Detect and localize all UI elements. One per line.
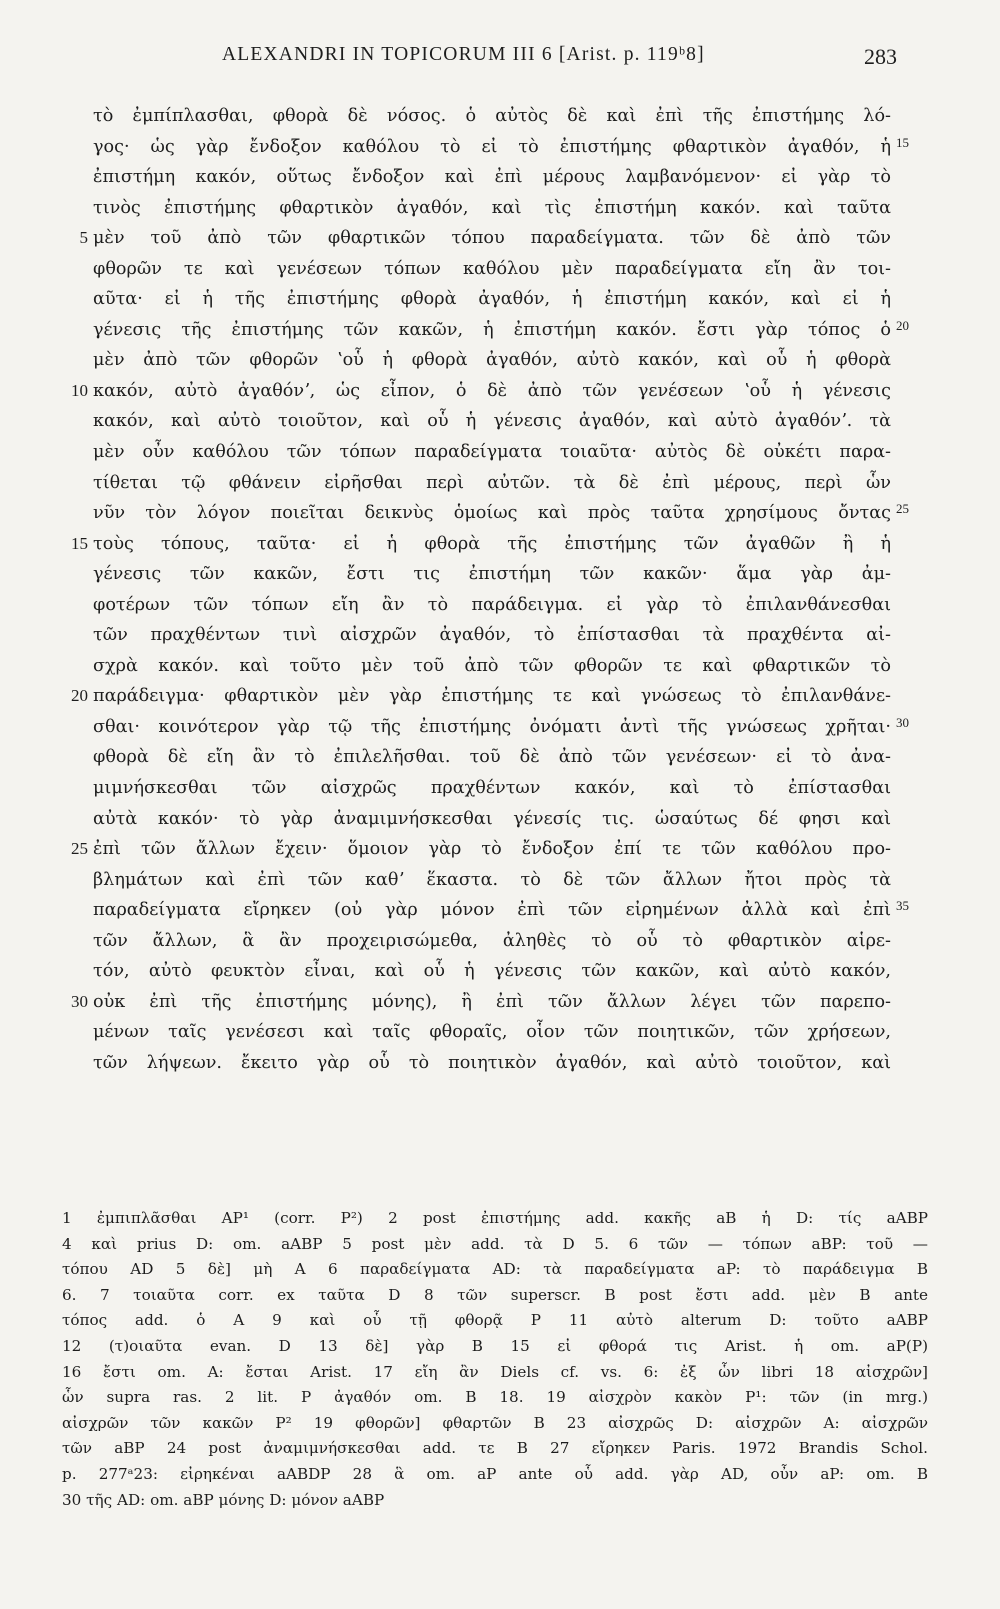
line-text: κακόν, αὐτὸ ἀγαθόνʼ, ὡς εἶπον, ὁ δὲ ἀπὸ τῶν γενέσεων ʽοὗ ἡ γένεσις	[93, 380, 891, 401]
reference-line-number: 25	[896, 501, 909, 517]
text-line	[0, 559, 1000, 590]
page-number: 283	[864, 44, 897, 69]
text-line	[0, 590, 1000, 621]
apparatus-line	[0, 1308, 1000, 1334]
text-line	[0, 742, 1000, 773]
text-line	[0, 804, 1000, 835]
text-line	[0, 926, 1000, 957]
apparatus-text: τόπος add. ὁ A 9 καὶ οὗ τῇ φθορᾷ P 11 αὐτὸ alterum D: τοῦτο aABP	[62, 1311, 928, 1330]
line-text: αῦτα· εἰ ἡ τῆς ἐπιστήμης φθορὰ ἀγαθόν, ἡ ἐπιστήμη κακόν, καὶ εἰ ἡ	[93, 289, 891, 310]
apparatus-line	[0, 1411, 1000, 1437]
line-text: αὐτὰ κακόν· τὸ γὰρ ἀναμιμνήσκεσθαι γένεσίς τις. ὡσαύτως δέ φησι καὶ	[93, 808, 891, 829]
text-line	[0, 956, 1000, 987]
apparatus-line	[0, 1488, 1000, 1514]
line-text: φθορὰ δὲ εἴη ἂν τὸ ἐπιλελῆσθαι. τοῦ δὲ ἀπὸ τῶν γενέσεων· εἰ τὸ ἀνα-	[93, 747, 891, 768]
text-line	[0, 865, 1000, 896]
text-line	[0, 1017, 1000, 1048]
reference-line-number: 35	[896, 898, 909, 914]
running-head: ALEXANDRI IN TOPICORUM III 6 [Arist. p. 119ᵇ8]	[222, 44, 705, 65]
line-text: βλημάτων καὶ ἐπὶ τῶν καθʼ ἕκαστα. τὸ δὲ τῶν ἄλλων ἤτοι πρὸς τὰ	[93, 869, 891, 890]
text-line	[0, 529, 1000, 560]
text-line	[0, 498, 1000, 529]
apparatus-text: 16 ἔστι om. A: ἔσται Arist. 17 εἴη ἂν Diels cf. vs. 6: ἐξ ὧν libri 18 αἰσχρῶν]	[62, 1362, 928, 1381]
line-text: κακόν, καὶ αὐτὸ τοιοῦτον, καὶ οὗ ἡ γένεσις ἀγαθόν, καὶ αὐτὸ ἀγαθόνʼ. τὰ	[93, 411, 891, 432]
apparatus-text: 4 καὶ prius D: om. aABP 5 post μὲν add. τὰ D 5. 6 τῶν — τόπων aBP: τοῦ —	[62, 1234, 928, 1253]
apparatus-line	[0, 1206, 1000, 1232]
page-header	[0, 44, 1000, 74]
line-text: νῦν τὸν λόγον ποιεῖται δεικνὺς ὁμοίως καὶ πρὸς ταῦτα χρησίμους ὄντας	[93, 503, 891, 524]
line-text: τῶν ἄλλων, ἃ ἂν προχειρισώμεθα, ἀληθὲς τὸ οὗ τὸ φθαρτικὸν αἱρε-	[93, 930, 891, 951]
text-line	[0, 834, 1000, 865]
text-line	[0, 437, 1000, 468]
apparatus-text: ὧν supra ras. 2 lit. P ἀγαθόν om. B 18. 19 αἰσχρὸν κακὸν P¹: τῶν (in mrg.)	[62, 1388, 928, 1407]
line-text: παραδείγματα εἴρηκεν (οὐ γὰρ μόνον ἐπὶ τῶν εἰρημένων ἀλλὰ καὶ ἐπὶ	[93, 900, 891, 921]
text-line	[0, 162, 1000, 193]
apparatus-line	[0, 1232, 1000, 1258]
line-number: 25	[71, 839, 88, 859]
text-line	[0, 284, 1000, 315]
line-number: 5	[79, 228, 88, 248]
line-text: τόν, αὐτὸ φευκτὸν εἶναι, καὶ οὗ ἡ γένεσις τῶν κακῶν, καὶ αὐτὸ κακόν,	[93, 961, 891, 982]
line-text: μὲν τοῦ ἀπὸ τῶν φθαρτικῶν τόπου παραδείγματα. τῶν δὲ ἀπὸ τῶν	[93, 228, 891, 249]
text-line	[0, 132, 1000, 163]
line-text: γένεσις τῆς ἐπιστήμης τῶν κακῶν, ἡ ἐπιστήμη κακόν. ἔστι γὰρ τόπος ὁ	[93, 319, 891, 340]
text-line	[0, 987, 1000, 1018]
line-text: φοτέρων τῶν τόπων εἴη ἂν τὸ παράδειγμα. εἰ γὰρ τὸ ἐπιλανθάνεσθαι	[93, 594, 891, 615]
apparatus-text: p. 277ᵃ23: εἰρηκέναι aABDP 28 ἃ om. aP ante οὗ add. γὰρ AD, οὖν aP: om. B	[62, 1464, 928, 1483]
reference-line-number: 30	[896, 714, 909, 730]
text-line	[0, 101, 1000, 132]
line-text: μὲν οὖν καθόλου τῶν τόπων παραδείγματα τοιαῦτα· αὐτὸς δὲ οὐκέτι παρα-	[93, 442, 891, 463]
line-text: μὲν ἀπὸ τῶν φθορῶν ʽοὗ ἡ φθορὰ ἀγαθόν, αὐτὸ κακόν, καὶ οὗ ἡ φθορὰ	[93, 350, 891, 371]
apparatus-text: τόπου AD 5 δὲ] μὴ A 6 παραδείγματα AD: τὰ παραδείγματα aP: τὸ παράδειγμα B	[62, 1260, 928, 1279]
critical-apparatus	[0, 1206, 1000, 1513]
apparatus-text: 12 (τ)οιαῦτα evan. D 13 δὲ] γὰρ B 15 εἰ φθορά τις Arist. ἡ om. aP(P)	[62, 1336, 928, 1355]
line-text: γένεσις τῶν κακῶν, ἔστι τις ἐπιστήμη τῶν κακῶν· ἅμα γὰρ ἀμ-	[93, 564, 891, 585]
text-line	[0, 773, 1000, 804]
line-number: 10	[71, 380, 88, 400]
line-text: φθορῶν τε καὶ γενέσεων τόπων καθόλου μὲν παραδείγματα εἴη ἂν τοι-	[93, 258, 891, 279]
line-text: μιμνήσκεσθαι τῶν αἰσχρῶς πραχθέντων κακόν, καὶ τὸ ἐπίστασθαι	[93, 778, 891, 799]
text-line	[0, 345, 1000, 376]
line-text: οὐκ ἐπὶ τῆς ἐπιστήμης μόνης), ἢ ἐπὶ τῶν ἄλλων λέγει τῶν παρεπο-	[93, 991, 891, 1012]
apparatus-line	[0, 1283, 1000, 1309]
apparatus-line	[0, 1462, 1000, 1488]
apparatus-line	[0, 1257, 1000, 1283]
line-text: ἐπιστήμη κακόν, οὕτως ἔνδοξον καὶ ἐπὶ μέρους λαμβανόμενον· εἰ γὰρ τὸ	[93, 167, 891, 188]
text-line	[0, 315, 1000, 346]
text-line	[0, 1048, 1000, 1079]
line-text: τῶν λήψεων. ἔκειτο γὰρ οὗ τὸ ποιητικὸν ἀγαθόν, καὶ αὐτὸ τοιοῦτον, καὶ	[93, 1052, 891, 1073]
line-text: τοὺς τόπους, ταῦτα· εἰ ἡ φθορὰ τῆς ἐπιστήμης τῶν ἀγαθῶν ἢ ἡ	[93, 533, 891, 554]
apparatus-text: τῶν aBP 24 post ἀναμιμνήσκεσθαι add. τε B 27 εἴρηκεν Paris. 1972 Brandis Schol.	[62, 1439, 928, 1458]
line-text: τίθεται τῷ φθάνειν εἰρῆσθαι περὶ αὐτῶν. τὰ δὲ ἐπὶ μέρους, περὶ ὧν	[93, 472, 891, 493]
text-line	[0, 193, 1000, 224]
text-line	[0, 254, 1000, 285]
apparatus-text: 6. 7 τοιαῦτα corr. ex ταῦτα D 8 τῶν superscr. B post ἔστι add. μὲν B ante	[62, 1285, 928, 1304]
line-number: 15	[71, 533, 88, 553]
main-text	[0, 101, 1000, 1079]
apparatus-line	[0, 1334, 1000, 1360]
line-text: μένων ταῖς γενέσεσι καὶ ταῖς φθοραῖς, οἷον τῶν ποιητικῶν, τῶν χρήσεων,	[93, 1022, 891, 1043]
text-line	[0, 681, 1000, 712]
line-number: 20	[71, 686, 88, 706]
line-text: ἐπὶ τῶν ἄλλων ἔχειν· ὅμοιον γὰρ τὸ ἔνδοξον ἐπί τε τῶν καθόλου προ-	[93, 839, 891, 860]
text-line	[0, 376, 1000, 407]
apparatus-line	[0, 1360, 1000, 1386]
apparatus-line	[0, 1385, 1000, 1411]
apparatus-text: 30 τῆς AD: om. aBP μόνης D: μόνον aABP	[62, 1490, 385, 1509]
line-text: σχρὰ κακόν. καὶ τοῦτο μὲν τοῦ ἀπὸ τῶν φθορῶν τε καὶ φθαρτικῶν τὸ	[93, 655, 891, 676]
line-text: τὸ ἐμπίπλασθαι, φθορὰ δὲ νόσος. ὁ αὐτὸς δὲ καὶ ἐπὶ τῆς ἐπιστήμης λό-	[93, 106, 891, 126]
text-line	[0, 620, 1000, 651]
line-text: σθαι· κοινότερον γὰρ τῷ τῆς ἐπιστήμης ὀνόματι ἀντὶ τῆς γνώσεως χρῆται·	[93, 716, 891, 737]
line-text: τῶν πραχθέντων τινὶ αἰσχρῶν ἀγαθόν, τὸ ἐπίστασθαι τὰ πραχθέντα αἰ-	[93, 625, 891, 646]
text-line	[0, 712, 1000, 743]
text-line	[0, 895, 1000, 926]
text-line	[0, 651, 1000, 682]
apparatus-text: 1 ἐμπιπλᾶσθαι AP¹ (corr. P²) 2 post ἐπιστήμης add. κακῆς aB ἡ D: τίς aABP	[62, 1209, 928, 1227]
line-text: τινὸς ἐπιστήμης φθαρτικὸν ἀγαθόν, καὶ τὶς ἐπιστήμη κακόν. καὶ ταῦτα	[93, 197, 891, 218]
line-text: παράδειγμα· φθαρτικὸν μὲν γὰρ ἐπιστήμης τε καὶ γνώσεως τὸ ἐπιλανθάνε-	[93, 686, 891, 707]
line-number: 30	[71, 991, 88, 1011]
text-line	[0, 406, 1000, 437]
reference-line-number: 20	[896, 317, 909, 333]
text-line	[0, 223, 1000, 254]
line-text: γος· ὡς γὰρ ἔνδοξον καθόλου τὸ εἰ τὸ ἐπιστήμης φθαρτικὸν ἀγαθόν, ἡ	[93, 136, 891, 157]
reference-line-number: 15	[896, 134, 909, 150]
apparatus-text: αἰσχρῶν τῶν κακῶν P² 19 φθορῶν] φθαρτῶν B 23 αἰσχρῶς D: αἰσχρῶν A: αἰσχρῶν	[62, 1413, 928, 1432]
apparatus-line	[0, 1436, 1000, 1462]
text-line	[0, 468, 1000, 499]
